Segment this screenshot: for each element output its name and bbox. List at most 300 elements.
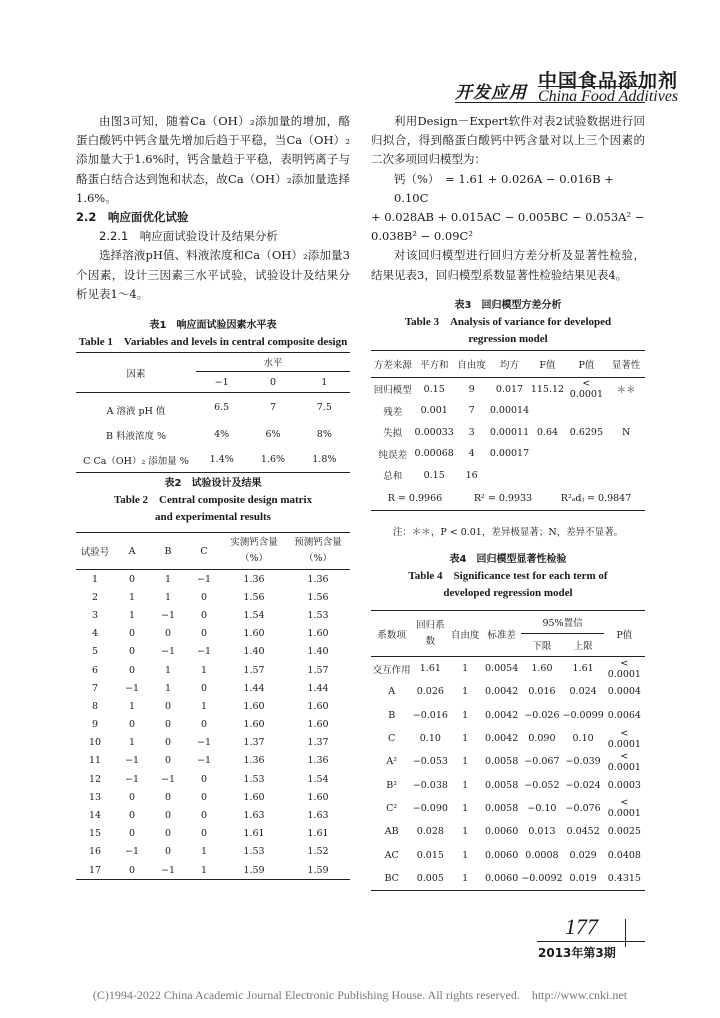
table-cell: 15 — [88, 828, 102, 840]
table-cell: 1.40 — [243, 646, 265, 658]
table-cell: 0.0058 — [485, 756, 519, 768]
table-cell: 1.52 — [307, 846, 329, 858]
table4-caption — [371, 550, 645, 603]
table-row — [371, 704, 645, 727]
table-cell: 1.36 — [307, 755, 329, 767]
table-cell: 0.015 — [416, 849, 444, 861]
table-cell: −0.090 — [412, 802, 448, 814]
table-cell: 0.15 — [423, 383, 445, 395]
left-text-block — [76, 112, 350, 304]
table-row — [76, 752, 350, 770]
table-cell: 0 — [164, 810, 172, 822]
table-row — [76, 570, 350, 589]
table-cell: 6% — [265, 429, 281, 440]
table-cell: 1.37 — [243, 737, 265, 749]
table-cell: 残差 — [383, 406, 403, 418]
table4-caption-cn: 表4 回归模型显著性检验 — [449, 554, 567, 565]
table-cell: −1 — [160, 609, 175, 621]
equation-line: 0.038B² − 0.09C² — [371, 229, 473, 244]
table-cell: 1.54 — [243, 609, 265, 621]
table-cell: 0 — [128, 828, 136, 840]
table-cell: 0 — [128, 791, 136, 803]
table1-level: −1 — [214, 376, 229, 388]
table-cell: 3 — [468, 426, 475, 438]
table-cell: 1.61 — [572, 663, 594, 675]
table-cell: A² — [386, 756, 398, 768]
table-cell: 14 — [88, 810, 102, 822]
table-cell: B² — [386, 779, 398, 791]
table-cell: 1.36 — [307, 573, 329, 585]
table-cell: 10 — [88, 737, 102, 749]
table-cell: 0.001 — [420, 405, 448, 417]
table-cell: 0.00068 — [414, 448, 454, 460]
table-cell: 0.00033 — [414, 426, 454, 438]
table-cell: 0 — [164, 719, 172, 731]
table-cell: 1.60 — [307, 719, 329, 731]
paragraph: 选择溶液pH值、料液浓度和Ca（OH）₂添加量3个因素，设计三因素三水平试验，试验设计及结果分析见表1～4。 — [76, 248, 350, 301]
table-cell: 0 — [128, 864, 136, 876]
journal-title-en: China Food Additives — [538, 88, 679, 105]
table-cell — [607, 465, 645, 487]
journal-title-cn: 中国食品添加剂 — [538, 70, 679, 92]
table1-factor-name: A 溶液 pH 值 — [106, 405, 166, 417]
table-cell: 1.60 — [243, 700, 265, 712]
table-cell: −1 — [196, 573, 211, 585]
table-cell: 5 — [91, 646, 99, 658]
table-cell: 1.53 — [243, 846, 265, 858]
table-cell: 6 — [91, 664, 99, 676]
table-cell: 1.56 — [307, 591, 329, 603]
table-cell: 0 — [164, 628, 172, 640]
table-cell: 0.0058 — [485, 802, 519, 814]
table4-header: 标准差 — [482, 611, 521, 657]
table-cell: 1 — [164, 591, 172, 603]
table-row — [76, 679, 350, 697]
table3-header: 均方 — [500, 360, 520, 371]
table-cell: 0 — [128, 719, 136, 731]
table-cell: C — [388, 733, 396, 745]
table-cell: 0 — [128, 810, 136, 822]
table-cell: 0.0004 — [607, 686, 641, 698]
table-cell: −0.024 — [565, 779, 601, 791]
table1-factor-name: B 料液浓度 % — [105, 430, 167, 442]
table-cell: −0.039 — [565, 756, 601, 768]
header-underline — [455, 102, 645, 103]
table3-body — [371, 378, 645, 487]
table-cell: 1.6% — [260, 454, 286, 465]
section-heading: 2.2 响应面优化试验 — [76, 210, 189, 225]
header-rule — [538, 86, 645, 87]
table-cell: 1 — [462, 779, 469, 791]
table-cell: 0 — [128, 628, 136, 640]
table-cell: 0 — [200, 628, 208, 640]
table-cell: 1.36 — [243, 573, 265, 585]
right-text-block — [371, 112, 645, 285]
table-cell: 1.40 — [307, 646, 329, 658]
table-cell: 1 — [462, 709, 469, 721]
table-cell: < 0.0001 — [607, 657, 641, 680]
table-cell — [565, 400, 607, 422]
paragraph: 对该回归模型进行回归方差分析及显著性检验，结果见表3，回归模型系数显著性检验结果见表4。 — [371, 248, 645, 282]
table-cell: −0.038 — [412, 779, 448, 791]
table-cell: 交互作用 — [372, 664, 411, 676]
table1 — [76, 352, 350, 473]
table-cell: 1 — [462, 802, 469, 814]
table-cell: ＊＊ — [616, 385, 636, 396]
table-cell: 1.57 — [307, 664, 329, 676]
table-cell: 1 — [164, 682, 172, 694]
table3-header: 方差来源 — [373, 360, 412, 371]
table-cell: 7 — [269, 402, 277, 413]
table-cell: 0 — [200, 682, 208, 694]
table-cell: 1.60 — [243, 719, 265, 731]
table3-header: 平方和 — [419, 360, 449, 371]
table-cell: 16 — [465, 469, 478, 481]
table-row — [76, 661, 350, 679]
table-cell: 1 — [462, 826, 469, 838]
table-row — [76, 843, 350, 861]
table-cell: −0.076 — [565, 802, 601, 814]
table-row — [371, 843, 645, 866]
table-cell: 6.5 — [214, 402, 230, 413]
table-cell: −0.052 — [524, 779, 560, 791]
table4 — [371, 610, 645, 891]
table-cell: 0.15 — [423, 469, 445, 481]
table3-header: 显著性 — [611, 360, 641, 371]
table-cell: 3 — [91, 609, 99, 621]
paragraph: 由图3可知，随着Ca（OH）₂添加量的增加，酪蛋白酸钙中钙含量先增加后趋于平稳，当Ca（OH）₂添加量大于1.6%时，钙含量趋于平稳，表明钙离子与酪蛋白结合达到饱和状态，故Ca（OH）₂添加量选择1.6%。 — [76, 114, 350, 205]
table-cell: 1 — [200, 700, 208, 712]
table-cell — [607, 400, 645, 422]
table-cell: 0.019 — [569, 872, 597, 884]
table-cell: 1 — [462, 686, 469, 698]
table-cell: −0.0092 — [521, 872, 563, 884]
table1-factor-name: C Ca（OH）₂ 添加量 % — [83, 455, 189, 467]
table-cell: 0.0025 — [607, 826, 641, 838]
table-cell: 0 — [164, 755, 172, 767]
table-cell: 0.0452 — [566, 826, 600, 838]
table-cell: 1 — [164, 573, 172, 585]
table2-header: 预测钙含量（%） — [294, 537, 342, 564]
table-cell: 总和 — [383, 471, 403, 483]
table1-caption-cn: 表1 响应面试验因素水平表 — [149, 320, 277, 331]
table-cell: 0 — [164, 700, 172, 712]
table-cell: 0.0408 — [607, 849, 641, 861]
table-row — [76, 825, 350, 843]
table-cell: 1 — [128, 609, 136, 621]
table-cell — [490, 465, 530, 487]
table-cell: −1 — [160, 773, 175, 785]
table-cell: 7.5 — [316, 402, 332, 413]
table4-caption-en: developed regression model — [443, 587, 573, 599]
table4-header: 自由度 — [448, 611, 482, 657]
table-row — [371, 657, 645, 681]
table-row — [371, 867, 645, 891]
table-cell: 1.60 — [307, 700, 329, 712]
table-cell: −0.026 — [524, 709, 560, 721]
table-cell: 0.0042 — [485, 709, 519, 721]
table-cell: < 0.0001 — [607, 750, 641, 773]
table-cell: 1 — [91, 573, 99, 585]
table-cell: 1.37 — [307, 737, 329, 749]
table-row — [76, 588, 350, 606]
table-cell: 8% — [316, 429, 332, 440]
table-cell — [530, 400, 566, 422]
table-cell: 1 — [128, 591, 136, 603]
copyright-line: (C)1994-2022 China Academic Journal Electronic Publishing House. All rights reserved. http://www.cnki.net — [92, 988, 628, 1002]
table3-caption-cn: 表3 回归模型方差分析 — [454, 300, 562, 311]
table3-header: F值 — [539, 360, 556, 371]
table-cell: 0 — [128, 646, 136, 658]
table-cell: 1 — [462, 663, 469, 675]
table2-caption-en: Table 2 Central composite design matrix — [113, 494, 313, 506]
table-cell: 1.61 — [419, 663, 441, 675]
section-label: 开发应用 — [455, 83, 527, 103]
table-cell: 1.61 — [307, 828, 329, 840]
table-cell: 1 — [200, 846, 208, 858]
table1-caption — [76, 316, 350, 352]
table-cell: AC — [384, 849, 399, 861]
table2-header: 试验号 — [80, 547, 110, 558]
table-cell: N — [622, 426, 631, 438]
table-cell: 0.0060 — [485, 849, 519, 861]
table-cell: 0.00014 — [489, 405, 530, 417]
table-row — [371, 443, 645, 465]
table-cell — [530, 443, 566, 465]
table-cell: 0.0058 — [485, 779, 519, 791]
table-cell: BC — [384, 872, 399, 884]
table-cell: < 0.0001 — [607, 727, 641, 750]
table2-caption — [76, 474, 350, 527]
table4-header: 上限 — [563, 634, 604, 657]
table2 — [76, 532, 350, 880]
table-row — [76, 422, 350, 447]
table-cell: 1 — [200, 664, 208, 676]
table3-caption — [371, 296, 645, 349]
table-cell: −0.016 — [412, 709, 448, 721]
table-cell: 0.4315 — [607, 872, 641, 884]
table-cell: 0.0008 — [525, 849, 559, 861]
table-cell: AB — [384, 826, 399, 838]
table-cell — [565, 465, 607, 487]
table-row — [371, 750, 645, 773]
r2adj-value: R²ₐdⱼ = 0.9847 — [560, 492, 632, 504]
table-cell: 0.0054 — [485, 663, 519, 675]
table-cell: 0.10 — [572, 733, 594, 745]
table-cell: 0 — [200, 591, 208, 603]
table-cell: 17 — [88, 864, 102, 876]
table-cell: 0.028 — [416, 826, 444, 838]
table-cell: −1 — [196, 755, 211, 767]
table-cell: 0.0042 — [485, 686, 519, 698]
table-cell: 4% — [214, 429, 230, 440]
table-cell: 0 — [200, 791, 208, 803]
table-cell: 0.6295 — [569, 426, 604, 438]
table3-fit-stats — [371, 486, 645, 511]
table-cell: 1 — [462, 733, 469, 745]
table-row — [76, 770, 350, 788]
table2-body — [76, 570, 350, 880]
table-row — [76, 806, 350, 824]
table-cell: 0.0064 — [607, 709, 641, 721]
table4-caption-en: Table 4 Significance test for each term of — [408, 570, 608, 582]
r-value: R = 0.9966 — [387, 492, 443, 504]
table-cell: 0 — [128, 664, 136, 676]
table-cell: < 0.0001 — [607, 797, 641, 820]
table-cell: −0.053 — [412, 756, 448, 768]
table-cell: 115.12 — [530, 383, 565, 395]
table-cell: −1 — [196, 737, 211, 749]
table-cell: 1.57 — [243, 664, 265, 676]
table3-note: 注：＊＊，P < 0.01，差异极显著；N，差异不显著。 — [392, 527, 624, 538]
table-cell — [565, 443, 607, 465]
table-cell: 1.61 — [243, 828, 265, 840]
table-cell: 8 — [91, 700, 99, 712]
table-cell: 1 — [200, 864, 208, 876]
table2-header: B — [164, 545, 172, 557]
table-cell: 1 — [164, 664, 172, 676]
table-cell: 1.53 — [307, 609, 329, 621]
table3-header: P值 — [578, 360, 595, 371]
table-cell: 1 — [462, 756, 469, 768]
table-cell: 0 — [200, 719, 208, 731]
table-cell: 0.090 — [528, 733, 556, 745]
table-row — [76, 734, 350, 752]
table1-header-level: 水平 — [196, 353, 350, 372]
table2-caption-en: and experimental results — [155, 511, 271, 523]
table-row — [76, 716, 350, 734]
table-cell: −0.10 — [527, 802, 557, 814]
table-cell: 0 — [200, 773, 208, 785]
table-cell: 0.016 — [528, 686, 556, 698]
table1-level: 1 — [321, 376, 328, 388]
table4-header: 95%置信 — [542, 618, 583, 629]
table-cell: 9 — [468, 383, 475, 395]
table-cell: 0.026 — [416, 686, 444, 698]
table3-caption-en: Table 3 Analysis of variance for developed — [404, 316, 612, 328]
table-cell: 1.56 — [243, 591, 265, 603]
table-cell: 1.60 — [243, 628, 265, 640]
table-cell: 0.00011 — [489, 426, 530, 438]
table-cell: 0 — [164, 828, 172, 840]
table-cell: 0 — [164, 737, 172, 749]
table-row — [371, 797, 645, 820]
table-cell: 0.024 — [569, 686, 597, 698]
table4-header: 回归系数 — [412, 611, 448, 657]
table2-header: C — [200, 545, 208, 557]
table-cell: 1.54 — [307, 773, 329, 785]
table-cell: 0.0060 — [485, 872, 519, 884]
table-cell: 纯误差 — [378, 449, 408, 461]
table-cell: 0.10 — [419, 733, 441, 745]
table-cell: 1.44 — [243, 682, 265, 694]
table-cell: 13 — [88, 791, 102, 803]
table-row — [76, 625, 350, 643]
table-row — [371, 465, 645, 487]
table-cell: 11 — [88, 755, 102, 767]
table4-header: 系数项 — [371, 611, 412, 657]
table-cell: 1.60 — [531, 663, 553, 675]
table-cell: −1 — [124, 773, 139, 785]
table-cell: 1.60 — [307, 791, 329, 803]
r2-value: R² = 0.9933 — [473, 492, 533, 504]
table-cell: 1.4% — [209, 454, 234, 465]
table-cell: 0.017 — [495, 383, 524, 395]
table-cell: 7 — [468, 405, 475, 417]
table-row — [76, 447, 350, 473]
table-cell: 9 — [91, 719, 99, 731]
table-row — [371, 773, 645, 796]
table1-level: 0 — [269, 376, 277, 388]
table-cell: A — [388, 686, 396, 698]
table-cell: 0.013 — [528, 826, 556, 838]
table-row — [76, 861, 350, 880]
table-cell: 0 — [164, 791, 172, 803]
table-cell: 回归模型 — [373, 385, 412, 396]
table-cell: −1 — [160, 646, 175, 658]
table-row — [76, 788, 350, 806]
table-cell: 0.64 — [536, 426, 559, 438]
table-cell — [530, 465, 566, 487]
table-row — [76, 643, 350, 661]
table-cell: 1.63 — [307, 810, 329, 822]
table-cell: −1 — [124, 846, 139, 858]
table-cell: 0 — [164, 846, 172, 858]
table-cell: 1.59 — [307, 864, 329, 876]
table4-header: 下限 — [521, 634, 562, 657]
table-cell: 1.63 — [243, 810, 265, 822]
table-cell: 1.44 — [307, 682, 329, 694]
table-cell: 1.8% — [312, 454, 337, 465]
page-number: 177 — [565, 914, 598, 939]
table-cell — [607, 443, 645, 465]
table-cell: −1 — [196, 646, 211, 658]
table-cell: C² — [386, 802, 398, 814]
table-cell: 12 — [88, 773, 102, 785]
table-cell: 16 — [88, 846, 102, 858]
table-cell: 失拟 — [383, 428, 403, 440]
table-cell: 4 — [91, 628, 99, 640]
table-row — [371, 727, 645, 750]
table-cell: 1.59 — [243, 864, 265, 876]
table-cell: 0.0003 — [607, 779, 641, 791]
subsection-heading: 2.2.1 响应面试验设计及结果分析 — [99, 229, 278, 244]
table-cell: 1 — [462, 872, 469, 884]
table-row — [371, 422, 645, 444]
table1-header-factor: 因素 — [76, 353, 196, 393]
table-cell: 7 — [91, 682, 99, 694]
table-cell: < 0.0001 — [569, 378, 604, 400]
table3-header: 自由度 — [457, 360, 486, 371]
table2-header: A — [128, 545, 136, 557]
equation-line: + 0.028AB + 0.015AC − 0.005BC − 0.053A² − — [371, 210, 645, 225]
table-cell: 1 — [128, 700, 136, 712]
issue-label: 2013年第3期 — [538, 946, 616, 960]
table-row — [371, 400, 645, 422]
table-cell: 2 — [91, 591, 99, 603]
table-cell: −1 — [124, 682, 139, 694]
table-cell: 0 — [200, 609, 208, 621]
table-cell: 0.00017 — [489, 448, 530, 460]
table-cell: 4 — [468, 448, 475, 460]
table-cell: 0 — [128, 573, 136, 585]
table1-caption-en: Table 1 Variables and levels in central composite design — [78, 336, 348, 348]
table-cell: −0.067 — [524, 756, 560, 768]
table-row — [76, 697, 350, 715]
table-cell: 1.60 — [307, 628, 329, 640]
table2-header: 实测钙含量（%） — [230, 537, 278, 564]
footer-vertical-rule — [625, 919, 626, 947]
